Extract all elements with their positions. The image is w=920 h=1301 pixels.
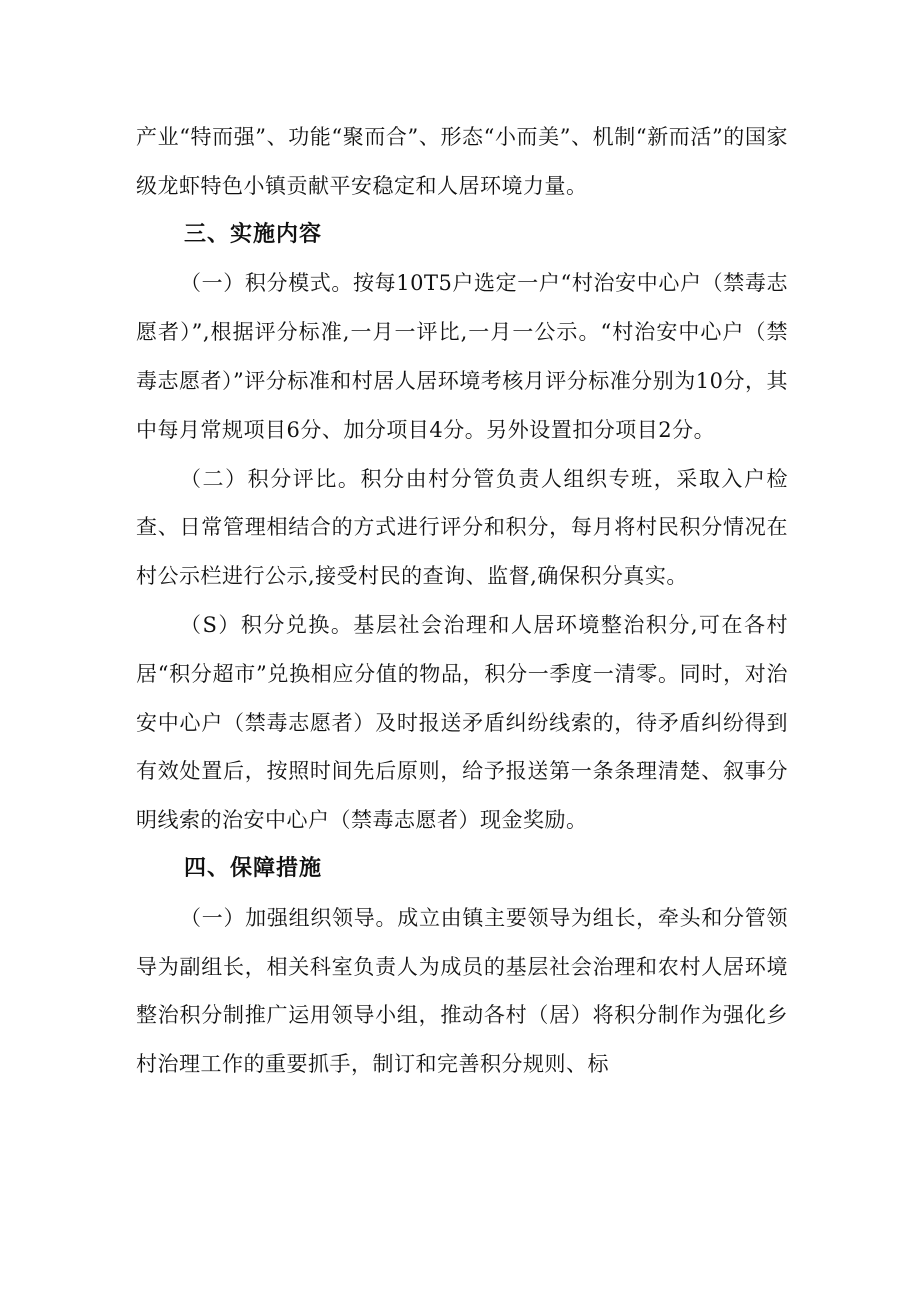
document-body bbox=[136, 113, 788, 1089]
paragraph-intro-continuation: 产业“特而强”、功能“聚而合”、形态“小而美”、机制“新而活”的国家级龙虾特色小镇贡献平安稳定和人居环境力量。 bbox=[136, 125, 788, 198]
paragraph-points-evaluation: （二）积分评比。积分由村分管负责人组织专班，采取入户检查、日常管理相结合的方式进行评分和积分，每月将村民积分情况在村公示栏进行公示,接受村民的查询、监督,确保积分真实。 bbox=[136, 466, 788, 589]
section-heading-implementation: 三、实施内容 bbox=[184, 221, 323, 247]
paragraph-points-mode: （一）积分模式。按每10T5户选定一户“村治安中心户（禁毒志愿者）”,根据评分标准,一月一评比,一月一公示。“村治安中心户（禁毒志愿者）”评分标准和村居人居环境考核月评分标准分别为10分，其中每月常规项目6分、加分项目4分。另外设置扣分项目2分。 bbox=[136, 271, 788, 442]
paragraph-points-exchange: （S）积分兑换。基层社会治理和人居环境整治积分,可在各村居“积分超市”兑换相应分值的物品，积分一季度一清零。同时，对治安中心户（禁毒志愿者）及时报送矛盾纠纷线索的，待矛盾纠纷得到有效处置后，按照时间先后原则，给予报送第一条条理清楚、叙事分明线索的治安中心户（禁毒志愿者）现金奖励。 bbox=[136, 612, 788, 833]
section-heading-safeguards: 四、保障措施 bbox=[184, 855, 323, 881]
paragraph-organization-leadership: （一）加强组织领导。成立由镇主要领导为组长，牵头和分管领导为副组长，相关科室负责人为成员的基层社会治理和农村人居环境整治积分制推广运用领导小组，推动各村（居）将积分制作为强化乡村治理工作的重要抓手，制订和完善积分规则、标 bbox=[136, 905, 788, 1077]
